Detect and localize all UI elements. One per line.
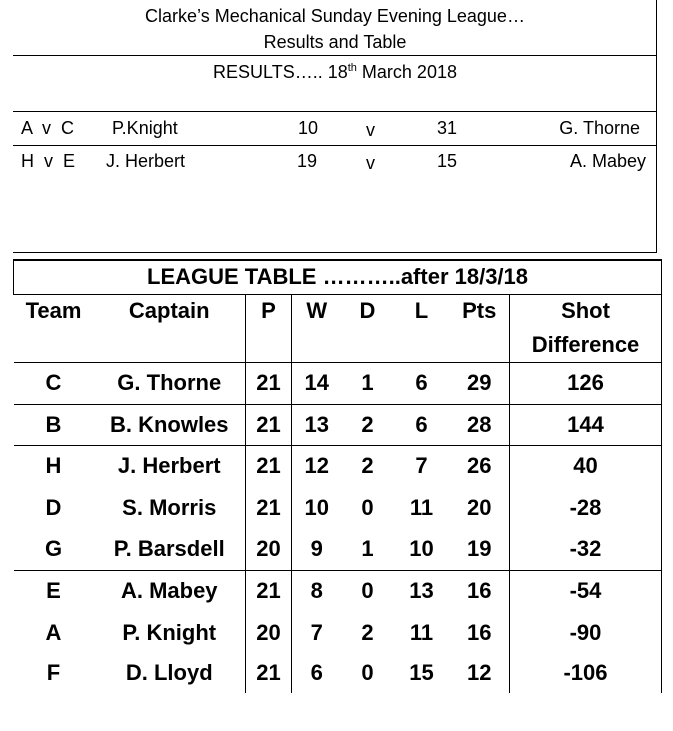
- row-points: 19: [467, 536, 492, 562]
- row-shot-difference: -90: [510, 612, 662, 653]
- result-home-score: 10: [298, 118, 319, 138]
- row-shot-difference: -54: [510, 570, 662, 612]
- row-lost: 15: [409, 660, 434, 685]
- results-date-heading: [13, 62, 657, 83]
- row-won: 6: [292, 653, 342, 693]
- row-lost: 6: [394, 404, 450, 445]
- row-drawn: 0: [361, 660, 374, 685]
- header-won: W: [292, 294, 342, 328]
- row-captain: D. Lloyd: [125, 660, 213, 685]
- result-fixture: H v E: [21, 151, 76, 171]
- header-row-2: [14, 328, 662, 362]
- row-shot-difference: 40: [510, 445, 662, 487]
- league-body: [14, 362, 662, 693]
- row-lost: 6: [394, 362, 450, 404]
- header-lost: L: [394, 294, 450, 328]
- table-row: [14, 529, 662, 570]
- row-played: 21: [246, 445, 292, 487]
- row-lost: 7: [394, 445, 450, 487]
- row-points: 29: [450, 362, 510, 404]
- row-captain: B. Knowles: [94, 404, 246, 445]
- row-points: 16: [450, 570, 510, 612]
- row-shot-difference: -106: [510, 653, 662, 693]
- row-played: 21: [246, 653, 292, 693]
- results-and-table-subtitle: Results and Table: [263, 32, 407, 52]
- result-away-score: 15: [437, 151, 458, 171]
- row-drawn: 1: [361, 536, 374, 562]
- result-home-score: 19: [297, 151, 318, 171]
- row-drawn: 2: [361, 619, 374, 645]
- row-lost: 11: [409, 619, 434, 645]
- header-drawn: D: [342, 294, 394, 328]
- league-title-row: [14, 260, 662, 294]
- row-team: E: [14, 570, 94, 612]
- header-spacer: [94, 328, 246, 362]
- header-spacer: [450, 328, 510, 362]
- table-row: [14, 653, 662, 693]
- row-points: 20: [467, 495, 492, 520]
- row-team: B: [14, 404, 94, 445]
- row-captain: P. Knight: [122, 619, 217, 645]
- league-title: Clarke’s Mechanical Sunday Evening League…: [145, 6, 525, 26]
- row-captain: P. Barsdell: [113, 536, 225, 562]
- header-spacer: [394, 328, 450, 362]
- results-date-divider: [13, 111, 657, 112]
- row-shot-difference: -32: [510, 529, 662, 570]
- table-row: [14, 612, 662, 653]
- result-versus: v: [366, 153, 375, 173]
- row-lost: 11: [409, 495, 434, 520]
- row-team: G: [44, 536, 63, 562]
- row-captain: S. Morris: [122, 495, 217, 520]
- header-played: P: [246, 294, 292, 328]
- row-played: 20: [246, 612, 292, 653]
- row-played: 21: [246, 570, 292, 612]
- row-points: 28: [450, 404, 510, 445]
- row-played: 21: [246, 362, 292, 404]
- results-date-suffix: March 2018: [356, 62, 457, 82]
- result-away-captain: G. Thorne: [559, 118, 640, 138]
- header-spacer: [14, 328, 94, 362]
- row-team: F: [46, 660, 61, 685]
- row-team: H: [14, 445, 94, 487]
- table-row: [14, 487, 662, 529]
- row-won: 7: [292, 612, 342, 653]
- result-home-captain: J. Herbert: [106, 151, 186, 171]
- header-row: [14, 294, 662, 328]
- table-row: [14, 445, 662, 487]
- header-points: Pts: [450, 294, 510, 328]
- row-won: 13: [292, 404, 342, 445]
- row-drawn: 2: [342, 404, 394, 445]
- result-away-score: 31: [437, 118, 458, 138]
- row-points: 12: [467, 660, 492, 685]
- result-fixture: A v C: [21, 118, 75, 138]
- header-spacer: [246, 328, 292, 362]
- row-won: 12: [292, 445, 342, 487]
- table-row: [14, 404, 662, 445]
- row-drawn: 0: [342, 570, 394, 612]
- row-won: 9: [292, 529, 342, 570]
- row-team: C: [14, 362, 94, 404]
- title-divider: [13, 55, 657, 56]
- result-home-captain: P.Knight: [112, 118, 178, 138]
- row-shot-difference: 126: [510, 362, 662, 404]
- table-row: [14, 570, 662, 612]
- row-captain: G. Thorne: [94, 362, 246, 404]
- row-won: 10: [292, 487, 342, 529]
- row-drawn: 2: [342, 445, 394, 487]
- row-team: D: [45, 495, 62, 520]
- header-team: Team: [14, 294, 94, 328]
- row-lost: 10: [409, 536, 434, 562]
- row-played: 20: [246, 529, 292, 570]
- result-away-captain: A. Mabey: [569, 151, 646, 171]
- row-won: 8: [292, 570, 342, 612]
- header-shot: Shot: [510, 294, 662, 328]
- results-box-bottom-border: [13, 252, 657, 253]
- results-date-ordinal: th: [347, 62, 357, 74]
- row-drawn: 1: [342, 362, 394, 404]
- row-captain: A. Mabey: [94, 570, 246, 612]
- row-played: 21: [246, 404, 292, 445]
- header-spacer: [342, 328, 394, 362]
- header-difference: Difference: [510, 328, 662, 362]
- row-points: 16: [467, 619, 492, 645]
- row-points: 26: [450, 445, 510, 487]
- row-drawn: 0: [361, 495, 374, 520]
- row-played: 21: [246, 487, 292, 529]
- row-won: 14: [292, 362, 342, 404]
- row-shot-difference: -28: [510, 487, 662, 529]
- result-versus: v: [366, 120, 375, 140]
- row-lost: 13: [394, 570, 450, 612]
- row-team: A: [45, 619, 62, 645]
- row-captain: J. Herbert: [94, 445, 246, 487]
- results-date-prefix: RESULTS….. 18: [213, 62, 348, 82]
- results-row-divider: [13, 145, 657, 146]
- league-table-title: LEAGUE TABLE ………..after 18/3/18: [14, 260, 662, 294]
- table-row: [14, 362, 662, 404]
- row-shot-difference: 144: [510, 404, 662, 445]
- header-captain: Captain: [94, 294, 246, 328]
- header-spacer: [292, 328, 342, 362]
- league-table: [13, 259, 662, 693]
